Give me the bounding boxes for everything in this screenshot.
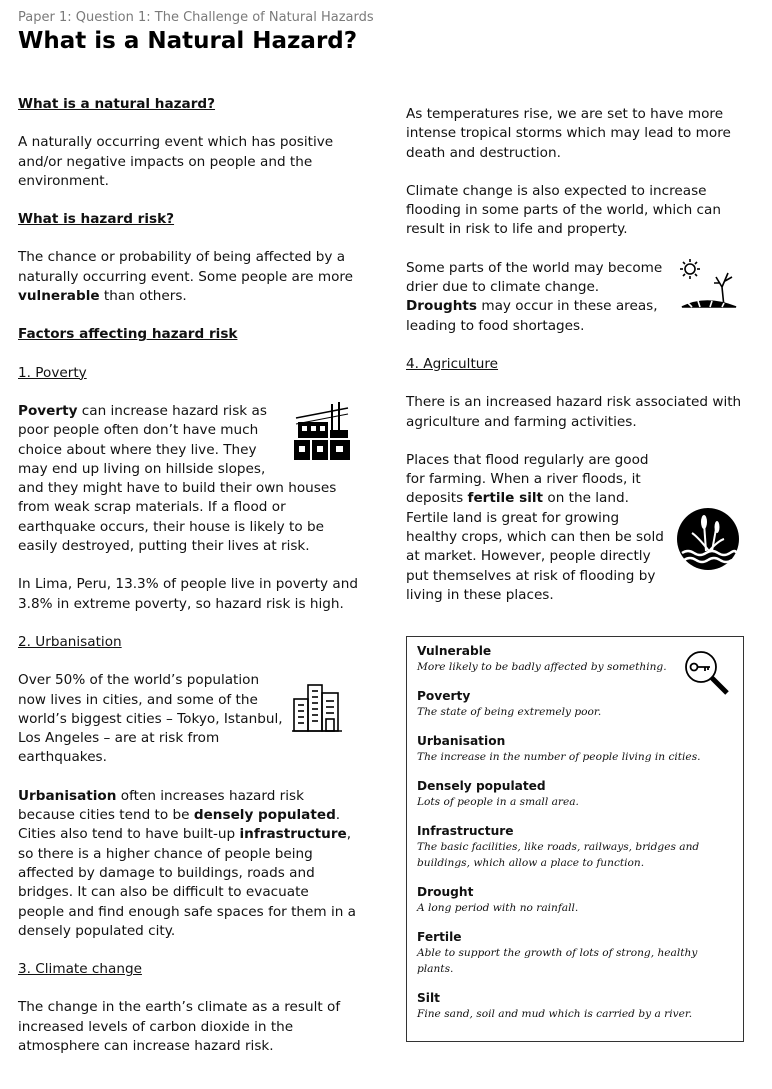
- climate-change-paragraph: The change in the earth’s climate as a result of increased levels of carbon dioxide in the atmosphere can increase hazard risk.: [18, 999, 341, 1054]
- right-column: [406, 105, 744, 624]
- glossary-box: [406, 636, 744, 1042]
- term-densely-populated: densely populated: [193, 807, 336, 824]
- glossary-item: Densely populated Lots of people in a small area.: [417, 779, 579, 808]
- section-agriculture: 4. Agriculture: [406, 355, 499, 372]
- section-poverty: 1. Poverty: [18, 364, 87, 381]
- term-vulnerable: vulnerable: [18, 288, 100, 305]
- tropical-storms-paragraph: As temperatures rise, we are set to have more intense tropical storms which may lead to more death and destruction.: [406, 106, 731, 161]
- drought-sun-tree-icon: [676, 259, 740, 321]
- document-subtitle: Paper 1: Question 1: The Challenge of Natural Hazards: [18, 10, 374, 25]
- urbanisation-paragraph-1: Over 50% of the world’s population now lives in cities, and some of the world’s biggest cities – Tokyo, Istanbul, Los Angeles – are at risk from earthquakes.: [18, 671, 358, 767]
- lima-paragraph: In Lima, Peru, 13.3% of people live in poverty and 3.8% in extreme poverty, so hazard risk is high.: [18, 576, 358, 612]
- fertile-silt-paragraph: Places that flood regularly are good for farming. When a river floods, it deposits fertile silt on the land. Fertile land is great for growing healthy crops, which can then be sold at market. However, people directly put themselves at risk of flooding by living in these places.: [406, 451, 744, 605]
- city-buildings-icon: [292, 679, 342, 739]
- heading-factors: Factors affecting hazard risk: [18, 326, 238, 343]
- droughts-paragraph: Some parts of the world may become drier due to climate change. Droughts may occur in these areas, leading to food shortages.: [406, 259, 744, 336]
- glossary-item: Fertile Able to support the growth of lots of strong, healthy plants.: [417, 930, 698, 975]
- magnifier-key-icon: [683, 647, 733, 701]
- heading-natural-hazard: What is a natural hazard?: [18, 96, 216, 112]
- glossary-item: Poverty The state of being extremely poor.: [417, 689, 602, 718]
- term-poverty: Poverty: [18, 402, 78, 419]
- slum-housing-icon: [292, 402, 354, 468]
- glossary-item: Infrastructure The basic facilities, like roads, railways, bridges and buildings, which allow a place to function.: [417, 824, 700, 869]
- left-column: [18, 95, 358, 1075]
- section-climate-change: 3. Climate change: [18, 961, 142, 978]
- hazard-risk-definition: The chance or probability of being affected by a naturally occurring event. Some people are more vulnerable than others.: [18, 249, 354, 305]
- glossary-item: Silt Fine sand, soil and mud which is carried by a river.: [417, 991, 693, 1020]
- flood-reeds-icon: [676, 507, 740, 577]
- glossary-item: Urbanisation The increase in the number of people living in cities.: [417, 734, 701, 763]
- urbanisation-paragraph-2: Urbanisation often increases hazard risk because cities tend to be densely populated. Cities also tend to have built-up infrastructure, so there is a higher chance of people being affected by damage to buildings, roads and bridges. It can also be difficult to evacuate people and find enough safe spaces for them in a densely populated city.: [18, 787, 356, 939]
- glossary-item: Vulnerable More likely to be badly affected by something.: [417, 644, 667, 673]
- agriculture-paragraph: There is an increased hazard risk associated with agriculture and farming activities.: [406, 394, 742, 430]
- section-urbanisation: 2. Urbanisation: [18, 633, 122, 650]
- heading-hazard-risk: What is hazard risk?: [18, 211, 175, 228]
- page-title: What is a Natural Hazard?: [18, 28, 358, 54]
- natural-hazard-definition: A naturally occurring event which has positive and/or negative impacts on people and the environment.: [18, 134, 334, 189]
- term-infrastructure: infrastructure: [239, 826, 347, 843]
- term-fertile-silt: fertile silt: [467, 490, 544, 507]
- glossary-item: Drought A long period with no rainfall.: [417, 885, 579, 914]
- poverty-paragraph: Poverty can increase hazard risk as poor people often don’t have much choice about where they live. They may end up living on hillside slopes, and they might have to build their own houses from weak scrap materials. If a flood or earthquake occurs, their house is likely to be easily destroyed, putting their lives at risk.: [18, 402, 358, 556]
- term-urbanisation: Urbanisation: [18, 787, 117, 804]
- flooding-paragraph: Climate change is also expected to increase flooding in some parts of the world, which can result in risk to life and property.: [406, 182, 721, 238]
- term-droughts: Droughts: [406, 298, 478, 315]
